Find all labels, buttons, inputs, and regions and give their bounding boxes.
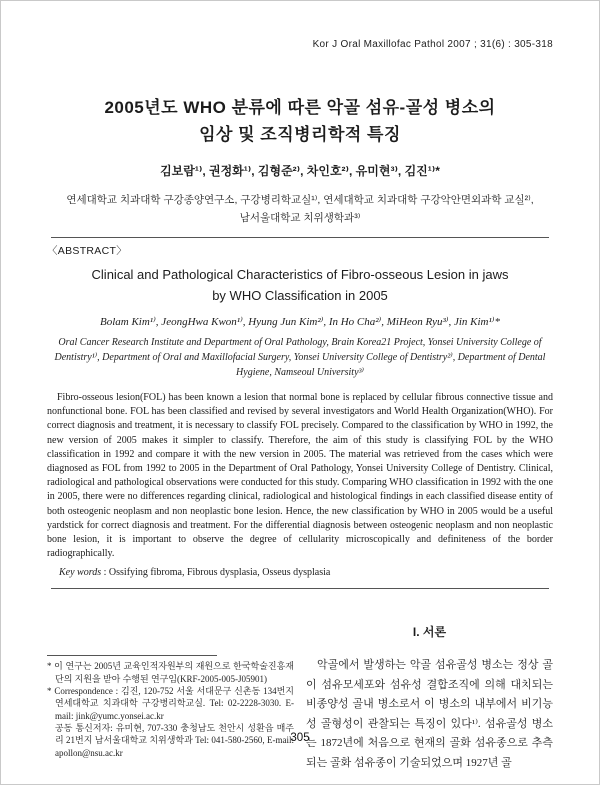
paper-title-english-line1: Clinical and Pathological Characteristics of Fibro-osseous Lesion in jaws [91,267,509,282]
paper-title-korean-line2: 임상 및 조직병리학적 특징 [199,125,401,144]
affiliations-korean-line1: 연세대학교 치과대학 구강종양연구소, 구강병리학교실¹⁾, 연세대학교 치과대학 구강악안면외과학 교실²⁾, [66,194,534,206]
keywords-separator: : [101,567,109,579]
abstract-label: 〈ABSTRACT〉 [47,245,128,257]
paper-title-english [47,264,553,306]
affiliations-korean [47,191,553,227]
page-number: 305 [290,732,310,744]
paper-title-korean-line1: 2005년도 WHO 분류에 따른 악골 섬유-골성 병소의 [104,98,496,117]
keywords-line [47,567,553,578]
right-column [306,589,553,773]
affiliations-korean-line2: 남서울대학교 치위생학과³⁾ [239,212,361,224]
two-column-body [47,589,553,773]
abstract-top-rule [51,237,549,238]
footnote-co-correspondence: 공동 통신저자: 유미현, 707-330 충청남도 천안시 성환읍 매주리 21번지 남서울대학교 치위생학과 Tel: 041-580-2560, E-mail: apollon@nsu.ac.kr [55,722,294,758]
footnote-funding: * 이 연구는 2005년 교육인적자원부의 재원으로 한국학술진흥재단의 지원을 받아 수행된 연구임(KRF-2005-005-J05901) [47,661,294,684]
authors-korean: 김보람¹⁾, 권정화¹⁾, 김형준²⁾, 차인호²⁾, 유미현³⁾, 김진¹⁾* [160,164,440,178]
affiliations-english: Oral Cancer Research Institute and Department of Oral Pathology, Brain Korea21 Project, Yonsei University College of Dentistry¹⁾, Department of Oral and Maxillofacial Surgery, Yonsei University College of Dentistry²⁾, Department of Dental Hygiene, Namseoul University³⁾ [54,337,546,378]
paper-title-korean [47,94,553,148]
keywords-text: Ossifying fibroma, Fibrous dysplasia, Osseus dysplasia [108,567,331,579]
paper-title-english-line2: by WHO Classification in 2005 [212,288,388,303]
introduction-paragraph: 악골에서 발생하는 악골 섬유골성 병소는 정상 골이 섬유모세포와 섬유성 결합조직에 의해 대치되는 비종양성 골내 병소로서 이 병소의 내부에서 비기능성 골형성이 관찰되는 특징이 있다¹⁾. 섬유골성 병소는 1872년에 처음으로 현재의 골화 섬유종으로 추측되는 골화 섬유종이 기술되었으며 1927년 골 [306,659,553,769]
keywords-label: Key words [59,567,102,579]
footnote-separator-rule [47,655,217,656]
journal-citation-header: Kor J Oral Maxillofac Pathol 2007 ; 31(6) : 305-318 [312,39,553,50]
section-heading-introduction: I. 서론 [412,625,447,640]
authors-english: Bolam Kim¹⁾, JeongHwa Kwon¹⁾, Hyung Jun Kim²⁾, In Ho Cha²⁾, MiHeon Ryu³⁾, Jin Kim¹⁾* [100,316,500,328]
footnote-correspondence: * Correspondence : 김진, 120-752 서울 서대문구 신촌동 134번지 연세대학교 치과대학 구강병리학교실. Tel: 02-2228-3030. E-mail: jink@yumc.yonsei.ac.kr [47,686,294,721]
left-column [47,589,294,773]
abstract-body-text: Fibro-osseous lesion(FOL) has been known a lesion that normal bone is replaced by cellular fibrous connective tissue and nonfunctional bone. FOL has been classified and revised by several investigators and World Health Organization(WHO). For correct diagnosis and treatment, it is necessary to classify FOL precisely. Compared to the classification by WHO in 1992, the new version of 2005 makes it simpler to classify. Therefore, the aim of this study is classifying FOL by the WHO classification in 1992 and compare it with the new version in 2005. The material was retrieved from the cases which were diagnosed as FOL from 1992 to 2005 in the Department of Oral Pathology, Yonsei University College of Dentistry. Clinical, radiological and pathological observations were conducted for this study. Comparing WHO classification in 1992 with the one in 2005, there were no differences regarding clinical, radiological and histological findings in each classified disease entity of both osteogenic neoplasm and non neoplastic bone lesion. Hence, the new classification by WHO in 2005 would be a useful yardstick for correct diagnosis and treatment. For the differential diagnosis between osteogenic neoplasm and non neoplastic bone lesion, it is important to observe the degree of cellularity microscopically and definiteness of the border radiographically. [47,392,553,560]
